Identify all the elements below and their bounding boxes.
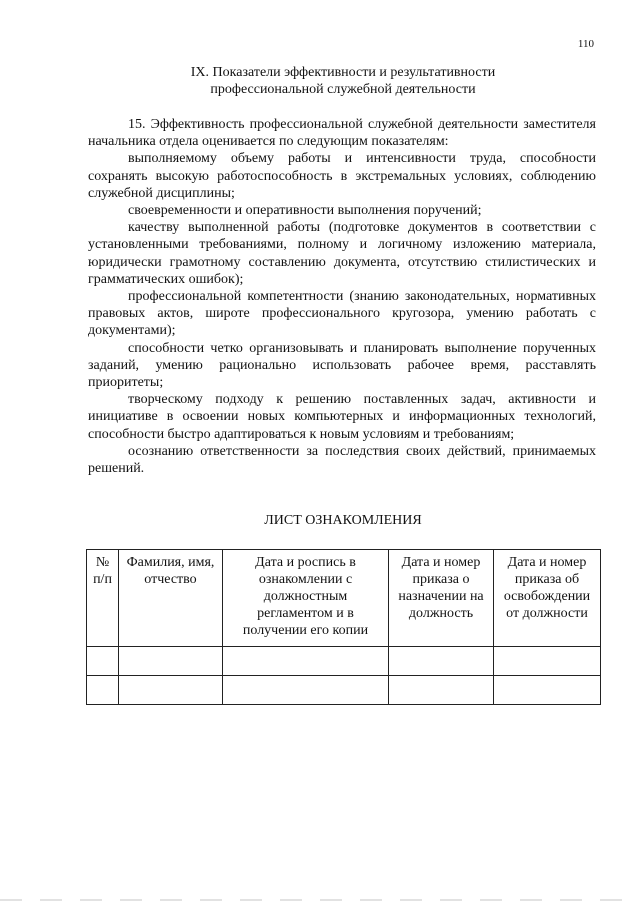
performance-indicators-text bbox=[88, 116, 596, 477]
page-number: 110 bbox=[577, 38, 594, 50]
column-header-signature-date: Дата и роспись в ознакомлении с должностным регламентом и в получении его копии bbox=[223, 550, 389, 647]
table-cell bbox=[494, 676, 601, 705]
column-header-dismissal-order: Дата и номер приказа об освобождении от должности bbox=[494, 550, 601, 647]
paragraph-intro: 15. Эффективность профессиональной служебной деятельности заместителя начальника отдела оценивается по следующим показателям: bbox=[88, 117, 596, 150]
paragraph-creativity: творческому подходу к решению поставленных задач, активности и инициативе в освоении новых компьютерных и информационных технологий, способности быстро адаптироваться к новым условиям и требованиям; bbox=[88, 392, 596, 442]
table-header-row bbox=[87, 550, 601, 647]
table-cell bbox=[389, 647, 494, 676]
table-cell bbox=[223, 647, 389, 676]
section-heading bbox=[88, 64, 598, 98]
table-cell bbox=[494, 647, 601, 676]
paragraph-responsibility: осознанию ответственности за последствия своих действий, принимаемых решений. bbox=[88, 443, 596, 477]
paragraph-workload: выполняемому объему работы и интенсивности труда, способности сохранять высокую работоспособность в экстремальных условиях, соблюдению служебной дисциплины; bbox=[88, 151, 596, 201]
column-header-number: № п/п bbox=[87, 550, 119, 647]
paragraph-organization: способности четко организовывать и планировать выполнение порученных заданий, умению рационально использовать рабочее время, расставлять приоритеты; bbox=[88, 340, 596, 391]
paragraph-quality: качеству выполненной работы (подготовке документов в соответствии с установленными требованиями, полному и логичному изложению материала, юридически грамотному составлению документа, отсутствию стилистических и грамматических ошибок); bbox=[88, 220, 596, 287]
table-cell bbox=[119, 676, 223, 705]
table-cell bbox=[223, 676, 389, 705]
column-header-appointment-order: Дата и номер приказа о назначении на должность bbox=[389, 550, 494, 647]
section-heading-line-2: профессиональной служебной деятельности bbox=[210, 82, 476, 97]
table-row bbox=[87, 676, 601, 705]
table-cell bbox=[87, 676, 119, 705]
table-cell bbox=[119, 647, 223, 676]
column-header-full-name: Фамилия, имя, отчество bbox=[119, 550, 223, 647]
scan-edge-artifact bbox=[0, 899, 640, 901]
paragraph-competence: профессиональной компетентности (знанию законодательных, нормативных правовых актов, широте профессионального кругозора, умению работать с документами); bbox=[88, 289, 596, 339]
acknowledgement-table bbox=[86, 549, 601, 705]
table-cell bbox=[87, 647, 119, 676]
table-row bbox=[87, 647, 601, 676]
paragraph-timeliness: своевременности и оперативности выполнения поручений; bbox=[128, 203, 482, 219]
acknowledgement-sheet-title: ЛИСТ ОЗНАКОМЛЕНИЯ bbox=[264, 513, 422, 528]
section-heading-line-1: IX. Показатели эффективности и результативности bbox=[190, 65, 496, 80]
table-cell bbox=[389, 676, 494, 705]
